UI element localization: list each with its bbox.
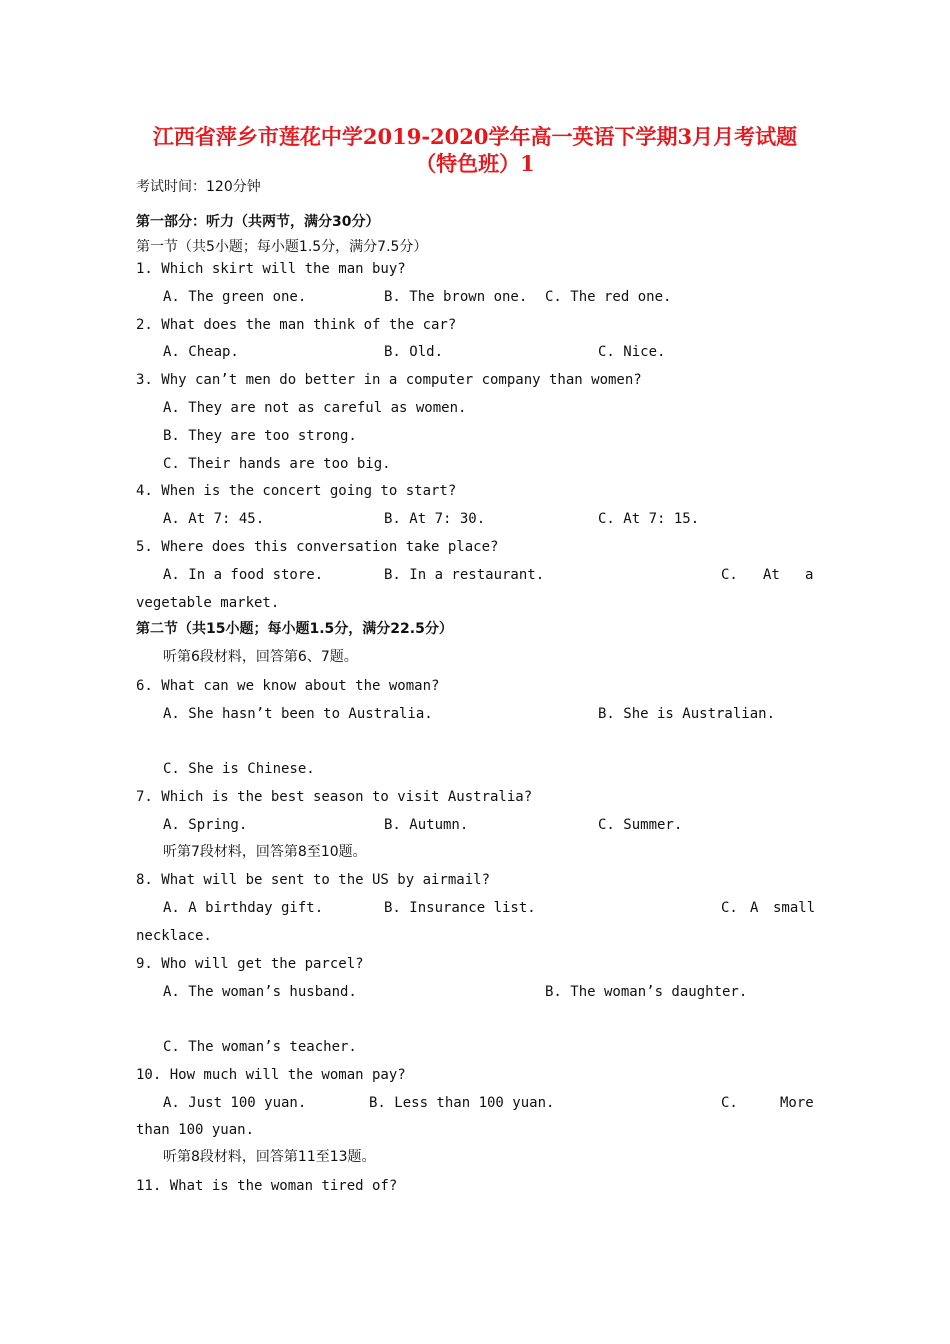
option-4c: C. At 7: 15. (598, 511, 700, 527)
material-7-note: 听第7段材料，回答第8至10题。 (163, 844, 367, 860)
option-10c-word: More (780, 1095, 814, 1111)
option-3c: C. Their hands are too big. (163, 456, 391, 472)
option-5c-letter: C. (721, 567, 738, 583)
option-8b: B. Insurance list. (384, 900, 536, 916)
question-7: 7. Which is the best season to visit Australia? (136, 789, 533, 805)
option-7a: A. Spring. (163, 817, 248, 833)
option-8c-word-1: A (750, 900, 759, 916)
question-6: 6. What can we know about the woman? (136, 678, 440, 694)
document-title-line-1: 江西省萍乡市莲花中学2019-2020学年高一英语下学期3月月考试题 (152, 124, 798, 149)
question-10: 10. How much will the woman pay? (136, 1067, 406, 1083)
option-6c: C. She is Chinese. (163, 761, 315, 777)
question-1: 1. Which skirt will the man buy? (136, 261, 406, 277)
option-1c: C. The red one. (545, 289, 672, 305)
option-5c-word-2: a (805, 567, 814, 583)
option-4a: A. At 7: 45. (163, 511, 265, 527)
option-3a: A. They are not as careful as women. (163, 400, 467, 416)
option-5c-word-1: At (763, 567, 780, 583)
option-8c-letter: C. (721, 900, 738, 916)
option-7b: B. Autumn. (384, 817, 469, 833)
question-9: 9. Who will get the parcel? (136, 956, 364, 972)
section1-heading: 第一节（共5小题；每小题1.5分，满分7.5分） (136, 239, 428, 255)
option-4b: B. At 7: 30. (384, 511, 486, 527)
option-10c-continued: than 100 yuan. (136, 1122, 255, 1138)
option-3b: B. They are too strong. (163, 428, 357, 444)
exam-time: 考试时间：120分钟 (136, 179, 261, 195)
option-10a: A. Just 100 yuan. (163, 1095, 307, 1111)
option-6a: A. She hasn’t been to Australia. (163, 706, 433, 722)
option-8c-continued: necklace. (136, 928, 212, 944)
option-2b: B. Old. (384, 344, 444, 360)
section2-heading: 第二节（共15小题；每小题1.5分，满分22.5分） (136, 621, 453, 637)
document-title-line-2: （特色班）1 (415, 151, 535, 176)
option-6b: B. She is Australian. (598, 706, 776, 722)
question-8: 8. What will be sent to the US by airmail? (136, 872, 491, 888)
question-11: 11. What is the woman tired of? (136, 1178, 398, 1194)
option-5b: B. In a restaurant. (384, 567, 545, 583)
option-1a: A. The green one. (163, 289, 307, 305)
option-10b: B. Less than 100 yuan. (369, 1095, 555, 1111)
option-10c-letter: C. (721, 1095, 738, 1111)
question-3: 3. Why can’t men do better in a computer company than women? (136, 372, 642, 388)
part1-heading: 第一部分：听力（共两节，满分30分） (136, 214, 380, 230)
question-2: 2. What does the man think of the car? (136, 317, 457, 333)
option-2c: C. Nice. (598, 344, 666, 360)
option-2a: A. Cheap. (163, 344, 239, 360)
material-8-note: 听第8段材料，回答第11至13题。 (163, 1149, 376, 1165)
option-5a: A. In a food store. (163, 567, 324, 583)
option-8c-word-2: small (773, 900, 816, 916)
material-6-note: 听第6段材料，回答第6、7题。 (163, 649, 358, 665)
option-7c: C. Summer. (598, 817, 683, 833)
question-4: 4. When is the concert going to start? (136, 483, 457, 499)
option-9a: A. The woman’s husband. (163, 984, 357, 1000)
question-5: 5. Where does this conversation take place? (136, 539, 499, 555)
option-9b: B. The woman’s daughter. (545, 984, 748, 1000)
option-1b: B. The brown one. (384, 289, 528, 305)
option-5c-continued: vegetable market. (136, 595, 280, 611)
option-9c: C. The woman’s teacher. (163, 1039, 357, 1055)
option-8a: A. A birthday gift. (163, 900, 324, 916)
